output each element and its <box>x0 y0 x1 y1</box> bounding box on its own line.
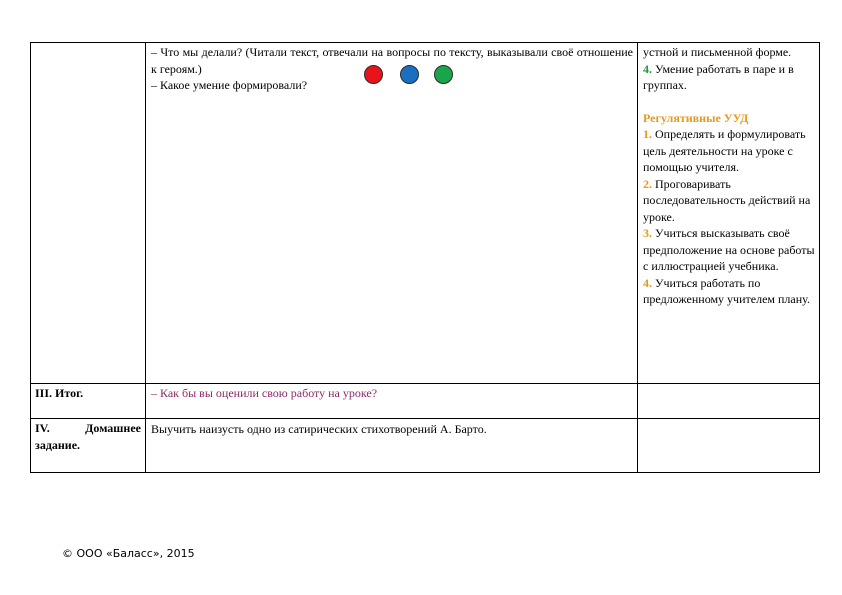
item-number: 4. <box>643 61 652 76</box>
row3-label: IV. Домашнее задание. <box>35 421 141 452</box>
row1-middle-line2: – Какое умение формировали? <box>151 78 308 92</box>
intro-text: устной и письменной форме. <box>643 45 792 59</box>
regulative-item-2 <box>643 176 817 226</box>
item-text: Умение работать в паре и в группах. <box>643 61 794 92</box>
row3-middle: Выучить наизусть одно из сатирических стихотворений А. Барто. <box>151 422 487 436</box>
item-text: Проговаривать последовательность действий на уроке. <box>643 176 811 224</box>
table-top-border <box>30 42 820 43</box>
column-divider-1 <box>145 42 146 473</box>
item-number: 4. <box>643 275 652 290</box>
green-dot <box>434 65 453 84</box>
column-divider-2 <box>637 42 638 473</box>
row2-label: III. Итог. <box>35 386 84 400</box>
row-divider-2 <box>30 418 820 419</box>
row-divider-1 <box>30 383 820 384</box>
red-dot <box>364 65 383 84</box>
copyright-footer: © ООО «Баласс», 2015 <box>62 547 195 560</box>
blue-dot <box>400 65 419 84</box>
item-number: 2. <box>643 176 652 191</box>
item-text: Учиться высказывать своё предположение на основе работы с иллюстрацией учебника. <box>643 226 815 273</box>
table-bottom-border <box>30 472 820 473</box>
row1-right-cell <box>643 44 817 308</box>
lesson-table <box>30 42 820 472</box>
regulative-item-3 <box>643 225 817 275</box>
item-number: 1. <box>643 127 652 141</box>
item-text: Учиться работать по предложенному учителем плану. <box>643 275 810 306</box>
communicative-item-4 <box>643 61 817 94</box>
regulative-heading: Регулятивные УУД <box>643 110 749 125</box>
row2-middle: – Как бы вы оценили свою работу на уроке? <box>151 386 378 400</box>
regulative-item-1 <box>643 126 817 176</box>
regulative-item-4 <box>643 275 817 308</box>
item-number: 3. <box>643 226 652 240</box>
row1-middle-line1: – Что мы делали? (Читали текст, отвечали на вопросы по тексту, выказывали своё отношение к героям.) <box>151 45 633 76</box>
item-text: Определять и формулировать цель деятельности на уроке с помощью учителя. <box>643 127 806 174</box>
table-left-border <box>30 42 31 473</box>
table-right-border <box>819 42 820 473</box>
